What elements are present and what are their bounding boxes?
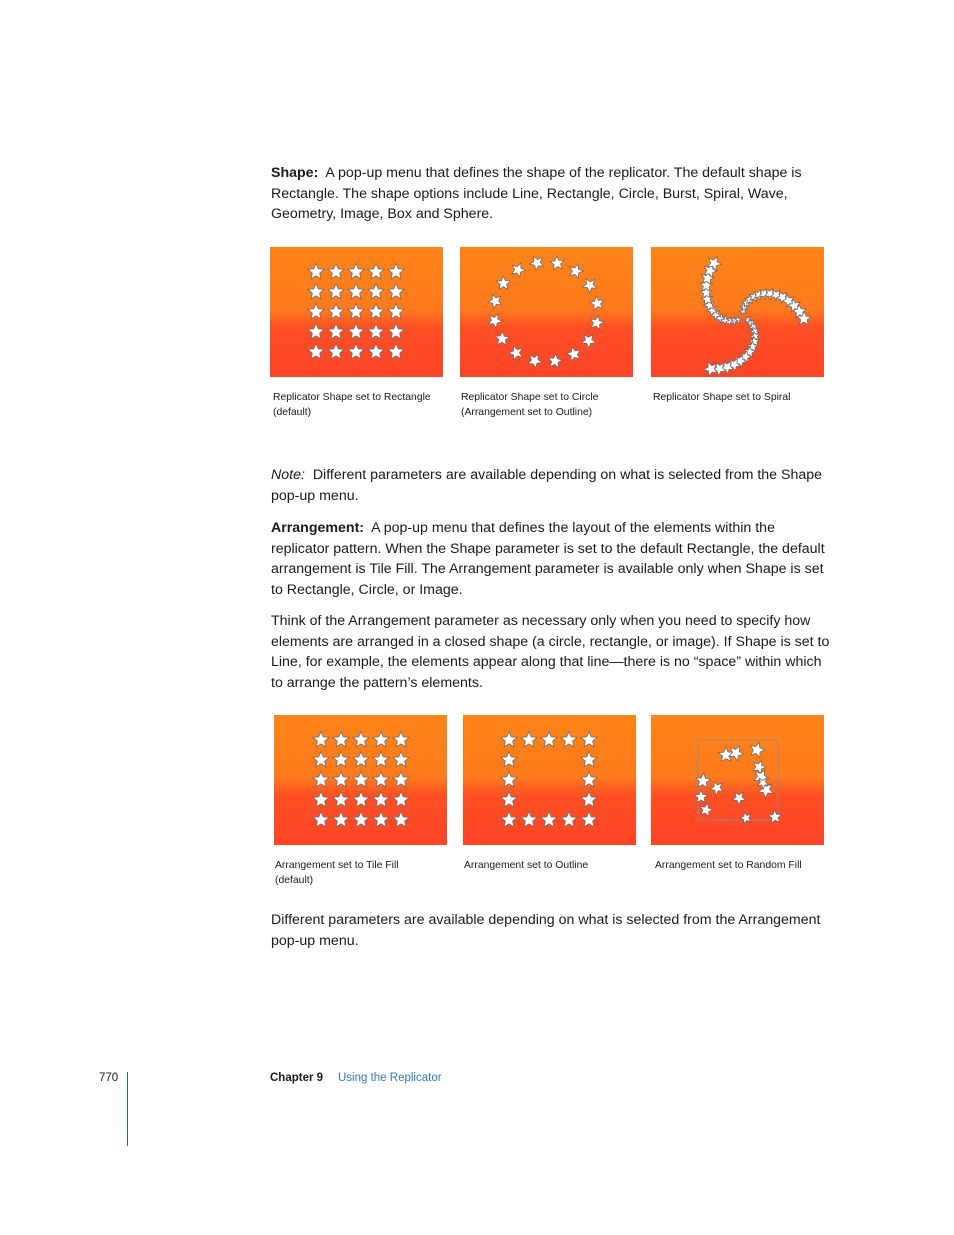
star-icon (313, 732, 329, 747)
star-icon (333, 792, 349, 807)
star-icon (348, 284, 364, 299)
star-icon (561, 812, 577, 827)
star-icon (732, 792, 745, 805)
star-icon (348, 304, 364, 319)
chapter-label: Chapter 9 (270, 1072, 324, 1084)
caption-random-fill (655, 858, 840, 873)
figure-circle (460, 247, 633, 377)
star-icon (581, 732, 597, 747)
star-icon (393, 752, 409, 767)
star-icon (333, 732, 349, 747)
star-icon (373, 732, 389, 747)
star-icon (373, 792, 389, 807)
star-icon (750, 742, 765, 757)
star-icon (495, 331, 509, 345)
star-icon (313, 772, 329, 787)
page-number: 770 (99, 1072, 119, 1084)
star-icon (729, 746, 744, 761)
star-icon (768, 810, 781, 823)
star-icon (353, 812, 369, 827)
star-icon (694, 790, 707, 803)
star-icon (313, 812, 329, 827)
caption-rectangle (273, 390, 458, 420)
caption-tile-fill (275, 858, 460, 888)
spiral-stars-graphic (651, 247, 824, 377)
star-icon (561, 732, 577, 747)
star-icon (368, 264, 384, 279)
star-icon (368, 284, 384, 299)
shape-text: A pop-up menu that defines the shape of the replicator. The default shape is Rectangle. The shape options include Line, Rectangle, Circle, Burst, Spiral, Wave, Geometry, Image, Box and Sphere. (271, 165, 802, 222)
star-icon (581, 772, 597, 787)
figure-outline (463, 715, 636, 845)
caption-line: (default) (275, 875, 314, 886)
figure-rectangle (270, 247, 443, 377)
star-icon (333, 772, 349, 787)
star-icon (496, 276, 510, 290)
star-icon (590, 315, 604, 329)
star-icon (710, 782, 723, 795)
star-icon (313, 792, 329, 807)
star-icon (388, 304, 404, 319)
star-icon (700, 803, 713, 816)
star-icon (393, 732, 409, 747)
caption-circle (461, 390, 646, 420)
star-icon (308, 324, 324, 339)
note-paragraph (271, 465, 831, 506)
star-icon (582, 334, 596, 348)
star-icon (528, 354, 542, 368)
arrangement-paragraph (271, 518, 831, 600)
star-icon (368, 344, 384, 359)
star-icon (501, 732, 517, 747)
star-icon (501, 792, 517, 807)
star-icon (348, 264, 364, 279)
chapter-title-link[interactable]: Using the Replicator (338, 1072, 442, 1084)
star-icon (373, 812, 389, 827)
star-icon (348, 344, 364, 359)
star-icon (570, 264, 584, 278)
star-icon (353, 732, 369, 747)
star-icon (388, 324, 404, 339)
caption-line: Arrangement set to Tile Fill (275, 860, 399, 871)
arrangement-term: Arrangement: (271, 520, 365, 536)
caption-line: Arrangement set to Random Fill (655, 860, 802, 871)
star-icon (488, 314, 502, 328)
star-icon (583, 279, 597, 293)
star-icon (313, 752, 329, 767)
star-icon (353, 792, 369, 807)
star-icon (388, 284, 404, 299)
star-icon (541, 732, 557, 747)
star-icon (393, 792, 409, 807)
star-icon (541, 812, 557, 827)
star-icon (333, 752, 349, 767)
star-icon (530, 256, 544, 270)
caption-outline (464, 858, 649, 873)
star-icon (740, 812, 751, 823)
star-icon (308, 304, 324, 319)
closing-paragraph: Different parameters are available depending on what is selected from the Arrangement pop-up menu. (271, 912, 821, 949)
star-icon (388, 264, 404, 279)
star-icon (328, 264, 344, 279)
star-icon (308, 264, 324, 279)
star-icon (353, 772, 369, 787)
star-icon (590, 296, 604, 310)
star-icon (548, 354, 562, 368)
caption-line: Replicator Shape set to Rectangle (273, 392, 431, 403)
star-icon (550, 256, 564, 270)
star-icon (501, 772, 517, 787)
star-icon (501, 812, 517, 827)
figure-tile-fill (274, 715, 447, 845)
shape-paragraph (271, 163, 831, 225)
star-icon (512, 263, 526, 277)
star-icon (501, 752, 517, 767)
footer-rule (127, 1072, 128, 1146)
star-icon (333, 812, 349, 827)
star-icon (328, 324, 344, 339)
tile-fill-stars-graphic (274, 715, 447, 845)
caption-line: Replicator Shape set to Spiral (653, 392, 791, 403)
note-term: Note: (271, 467, 305, 483)
shape-term: Shape: (271, 165, 319, 181)
circle-stars-graphic (460, 247, 633, 377)
star-icon (373, 772, 389, 787)
random-fill-stars-graphic (651, 715, 824, 845)
star-icon (581, 812, 597, 827)
think-paragraph: Think of the Arrangement parameter as necessary only when you need to specify how elements are arranged in a closed shape (a circle, rectangle, or image). If Shape is set to Line, for example, the elements appear along that line—there is no “space” within which to arrange the pattern’s elements. (271, 613, 830, 691)
star-icon (353, 752, 369, 767)
caption-line: (default) (273, 407, 312, 418)
star-icon (393, 812, 409, 827)
star-icon (581, 792, 597, 807)
star-icon (488, 294, 502, 308)
star-icon (388, 344, 404, 359)
star-icon (328, 284, 344, 299)
star-icon (328, 344, 344, 359)
star-icon (509, 346, 523, 360)
outline-stars-graphic (463, 715, 636, 845)
star-icon (566, 347, 580, 361)
star-icon (521, 812, 537, 827)
star-icon (373, 752, 389, 767)
star-icon (308, 344, 324, 359)
figure-spiral (651, 247, 824, 377)
arrangement-text: A pop-up menu that defines the layout of the elements within the replicator pattern. When the Shape parameter is set to the default Rectangle, the default arrangement is Tile Fill. The Arrangement parameter is available only when Shape is set to Rectangle, Circle, or Image. (271, 520, 825, 598)
star-icon (308, 284, 324, 299)
star-icon (393, 772, 409, 787)
star-icon (581, 752, 597, 767)
caption-spiral (653, 390, 838, 405)
star-icon (348, 324, 364, 339)
star-icon (328, 304, 344, 319)
star-icon (521, 732, 537, 747)
star-icon (368, 324, 384, 339)
figure-random-fill (651, 715, 824, 845)
rectangle-stars-graphic (270, 247, 443, 377)
caption-line: Arrangement set to Outline (464, 860, 589, 871)
star-icon (368, 304, 384, 319)
caption-line: Replicator Shape set to Circle (461, 392, 599, 403)
caption-line: (Arrangement set to Outline) (461, 407, 593, 418)
note-text: Different parameters are available depending on what is selected from the Shape pop-up menu. (271, 467, 823, 504)
